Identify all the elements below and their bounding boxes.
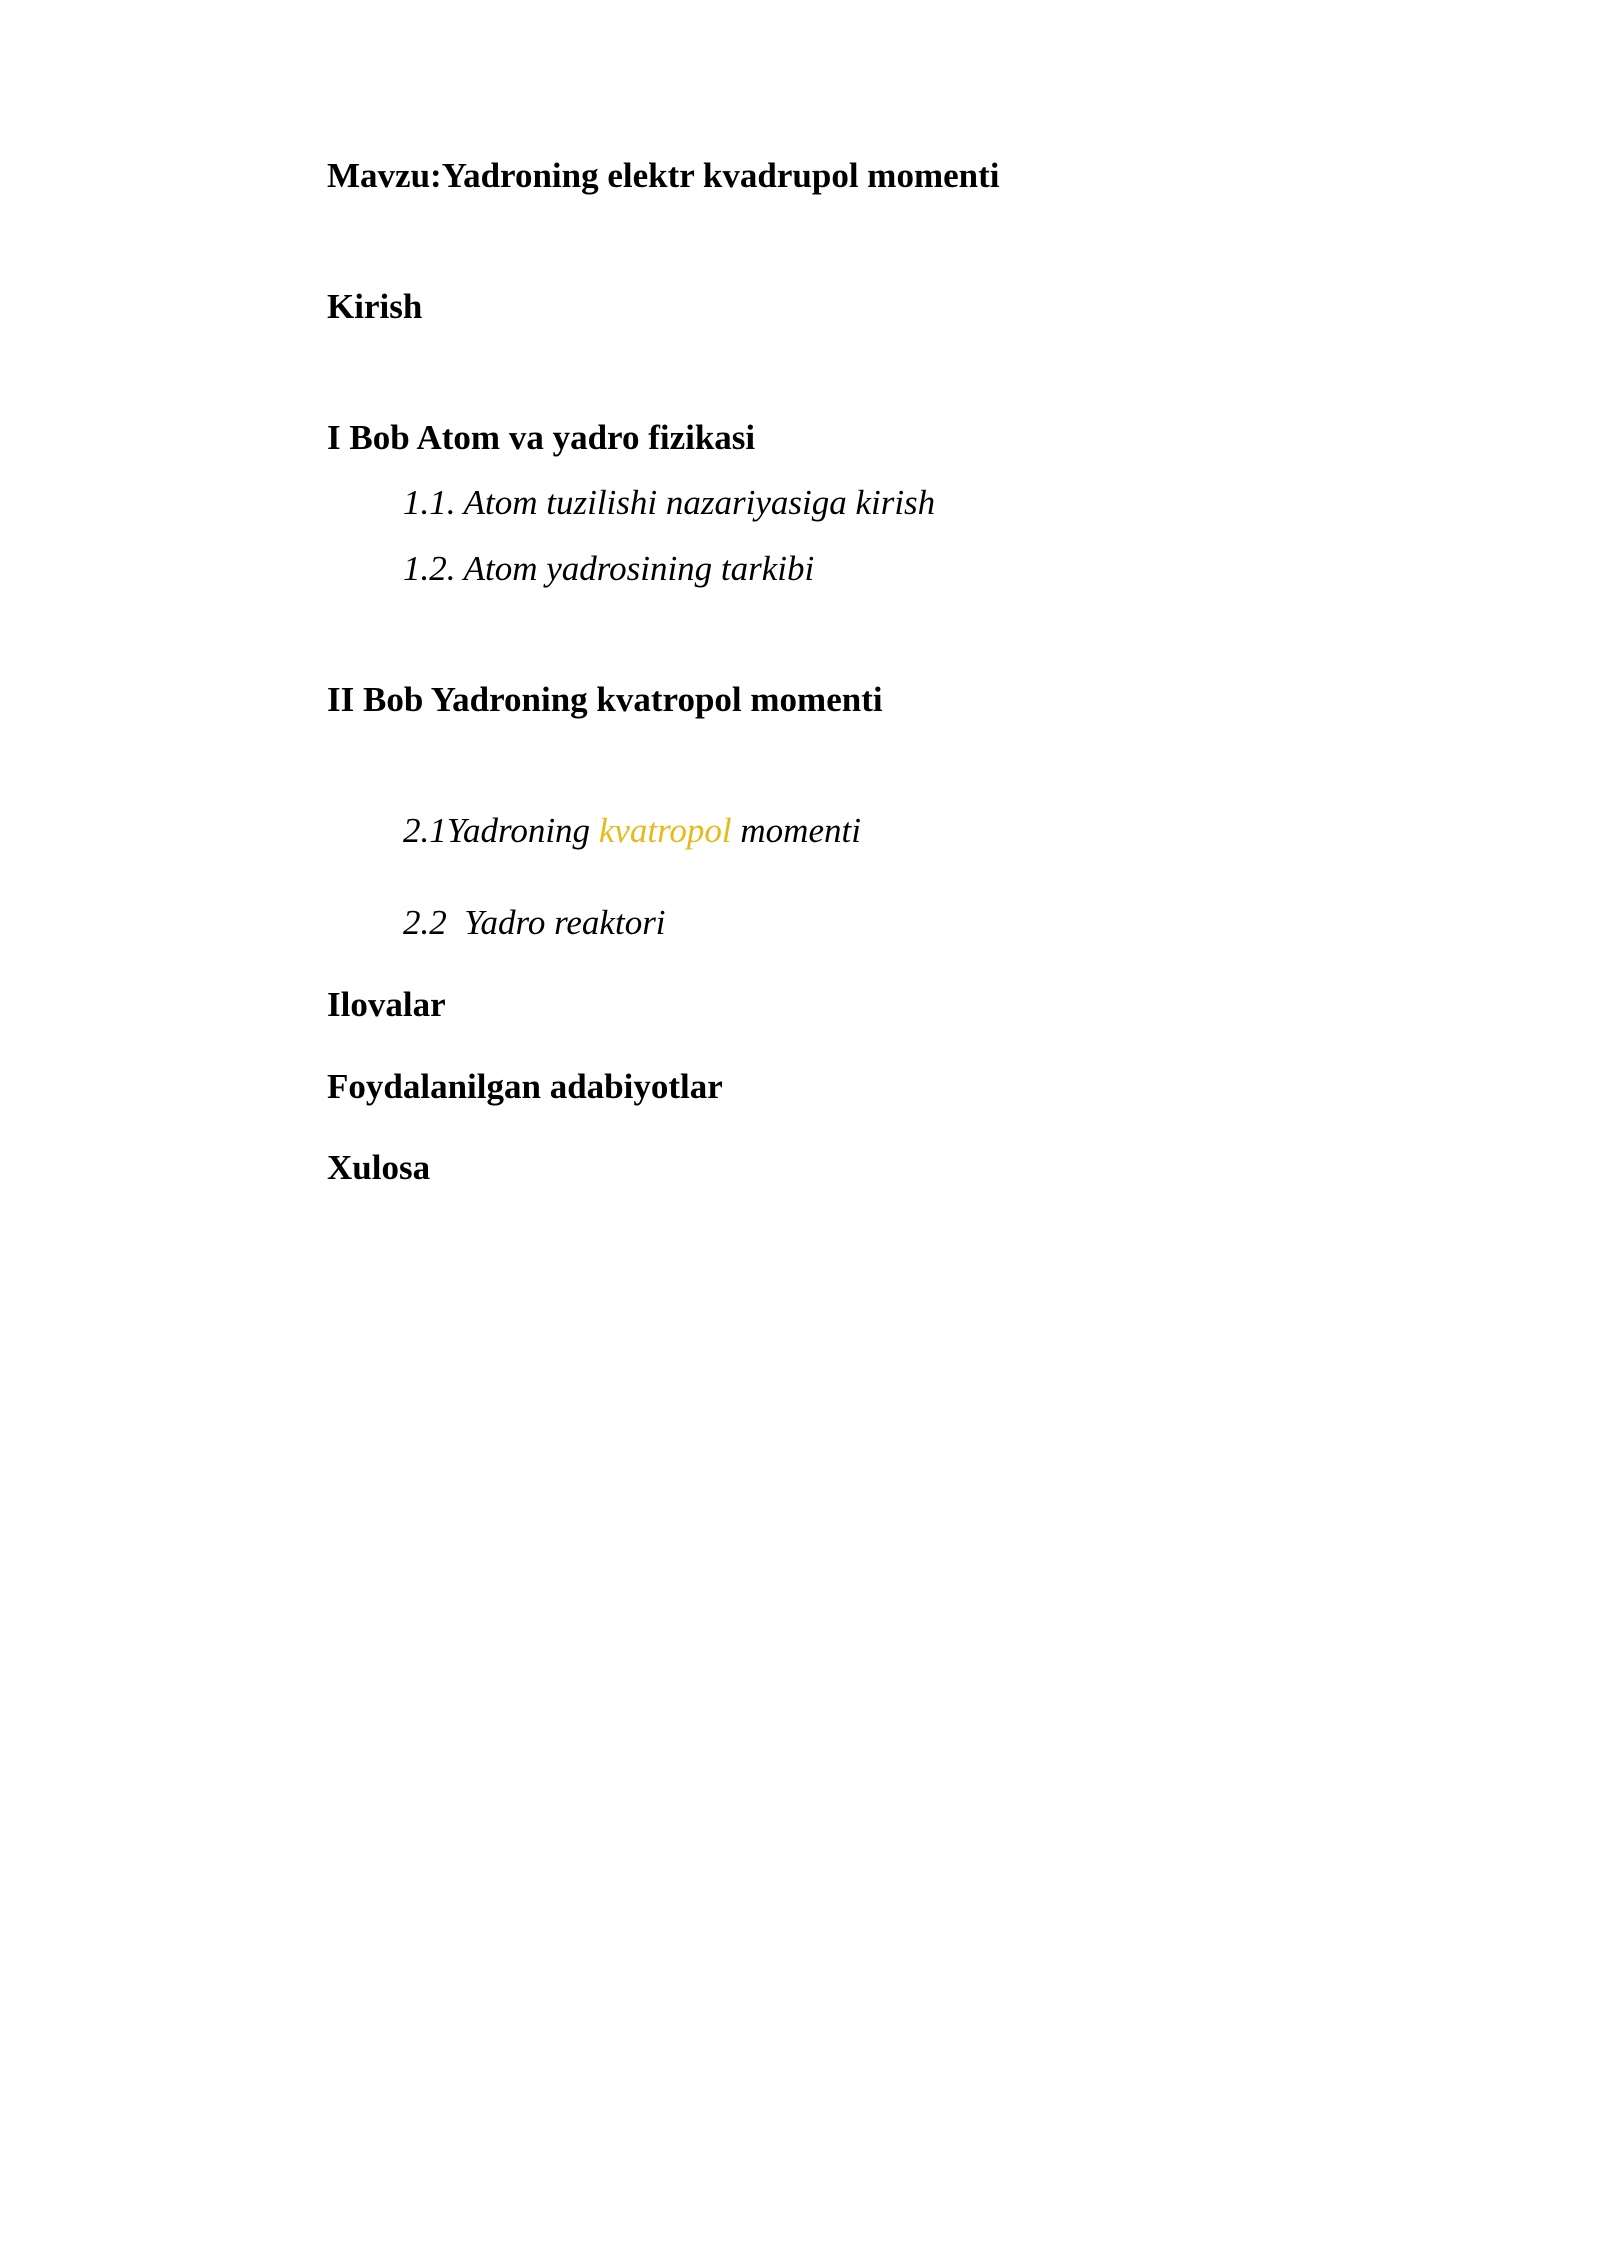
section-2-1-suffix: momenti — [731, 811, 861, 850]
section-1-2: 1.2. Atom yadrosining tarkibi — [403, 549, 815, 588]
chapter2-heading: II Bob Yadroning kvatropol momenti — [327, 680, 883, 719]
references-heading: Foydalanilgan adabiyotlar — [327, 1067, 723, 1106]
appendix-heading: Ilovalar — [327, 985, 446, 1024]
conclusion-heading: Xulosa — [327, 1148, 431, 1187]
document-title: Mavzu:Yadroning elektr kvadrupol momenti — [327, 156, 1000, 195]
section-2-2: 2.2 Yadro reaktori — [403, 903, 666, 942]
intro-heading: Kirish — [327, 287, 423, 326]
section-1-1: 1.1. Atom tuzilishi nazariyasiga kirish — [403, 483, 936, 522]
section-2-1-prefix: 2.1Yadroning — [403, 811, 599, 850]
section-2-1-highlight: kvatropol — [598, 811, 732, 850]
chapter1-heading: I Bob Atom va yadro fizikasi — [327, 418, 756, 457]
section-2-1 — [403, 809, 861, 853]
